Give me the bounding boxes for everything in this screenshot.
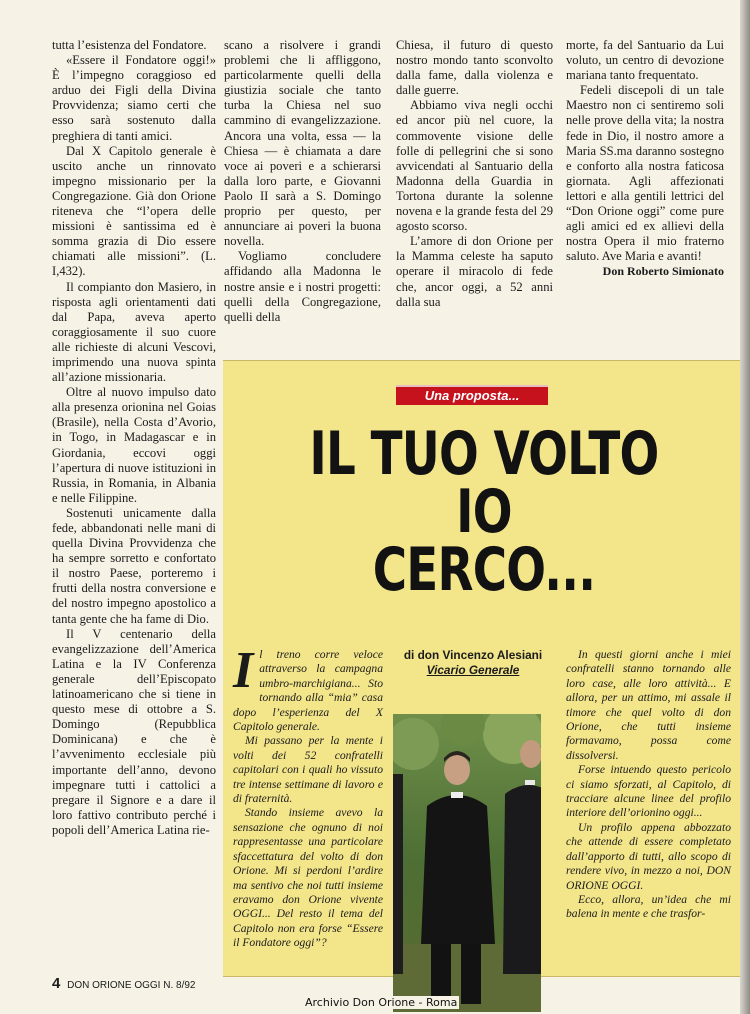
paragraph: Forse intuendo questo pericolo ci siamo sforzati, al Capitolo, di tracciare alcune linee del profilo interiore dell’orionino oggi...: [566, 763, 731, 820]
magazine-issue: DON ORIONE OGGI N. 8/92: [67, 980, 196, 991]
paragraph: scano a risolvere i grandi problemi che li affliggono, particolarmente quelli della giustizia sociale che tanto turba la Chiesa nel suo cammino di evangelizzazione. Ancora una volta, essa — la Chiesa — è chiamata a dare voce ai poveri e a schierarsi dalla loro parte, e Giovanni Paolo II sarà a S. Domingo proprio per questo, per annunciare ai poveri la buona novella.: [224, 38, 381, 249]
author-signature: Don Roberto Simionato: [602, 264, 724, 279]
paragraph: morte, fa del Santuario da Lui voluto, un centro di devozione mariana tanto frequentato.: [566, 38, 724, 83]
photo-illustration: [393, 714, 541, 1012]
paragraph: Abbiamo viva negli occhi ed ancor più nel cuore, la commovente visione delle folle di pellegrini che si sono avvicendati al Santuario della Madonna della Guardia in Tortona durante la solenne novena e la grande festa del 29 agosto scorso.: [396, 98, 553, 234]
paragraph: Mi passano per la mente i volti dei 52 confratelli capitolari con i quali ho vissuto tre intense settimane di lavoro e di fraternità.: [233, 734, 383, 806]
paragraph: In questi giorni anche i miei confratelli stanno tornando alle loro case, alle loro attività... E allora, per un attimo, mi assale il timore che quel volto di don Orione, che tutti insieme formavamo, possa come dissolversi.: [566, 648, 731, 762]
paragraph: Sostenuti unicamente dalla fede, abbandonati nelle mani di quella Divina Provvidenza che ha sempre sorretto e confortato il nostro Paese, porteremo i frutti della nostra conversione e del nostro impegno apostolico a tanta gente che ha fame di Dio.: [52, 505, 216, 626]
paragraph: Fedeli discepoli di un tale Maestro non ci sentiremo soli nelle prove della vita; la nostra fede in Dio, il nostro amore a Maria SS.ma daranno sostegno e conforto alla nostra faticosa giornata. Agli affezionati lettori e alla gentili lettrici del “Don Orione oggi” come pure agli amici ed ex allievi della nostra Opera il mio fraterno saluto. Ave Maria e avanti!: [566, 83, 724, 264]
paragraph: Vogliamo concludere affidando alla Madonna le nostre ansie e i nostri progetti: quelli della Congregazione, quelli della: [224, 249, 381, 324]
paragraph: «Essere il Fondatore oggi!» È l’impegno coraggioso ed arduo dei Figli della Divina Provvidenza; siamo certi che esso sarà sostenuto dalla preghiera di tanti amici.: [52, 53, 216, 143]
paragraph: Chiesa, il futuro di questo nostro mondo tanto sconvolto dalla fame, dalla violenza e dalle guerre.: [396, 38, 553, 98]
paragraph: Il compianto don Masiero, in risposta agli orientamenti dati dal Papa, aveva aperto coraggiosamente il suo cuore alle richieste di alcuni Vescovi, imprimendo una nuova spinta all’azione missionaria.: [52, 279, 216, 385]
article-column-1: [52, 38, 216, 953]
feature-column-left: [233, 642, 383, 951]
article-column-2: [224, 38, 381, 328]
kicker-label: Una proposta...: [396, 385, 548, 405]
paragraph: Oltre al nuovo impulso dato alla presenza orionina nel Goias (Brasile), nella Costa d’Avorio, in Togo, in Madagascar e in Giordania, eccovi oggi l’apertura di nuove istituzioni in Russia, in Romania, in Albania e nelle Filippine.: [52, 385, 216, 505]
title-line: IO: [456, 477, 512, 547]
drop-cap: I: [233, 642, 254, 699]
paragraph: Il V centenario della evangelizzazione dell’America Latina e la IV Conferenza generale dell’Episcopato latinoamericano che si tiene in questo mese di ottobre a S. Domingo (Repubblica Dominicana) e che è l’avvenimento ecclesiale più importante dell’anno, devono impegnare tutti i cattolici a pregare il Signore e a dare il loro fattivo contributo perché i popoli dell’America Latina rie-: [52, 626, 216, 837]
author-name: di don Vincenzo Alesiani: [403, 648, 543, 662]
article-column-3: [396, 38, 553, 328]
paragraph: l treno corre veloce attraverso la campagna umbro-marchigiana... Sto tornando alla “mia” casa dopo l’esperienza del X Capitolo generale.: [233, 648, 383, 734]
author-role: Vicario Generale: [426, 663, 520, 677]
page-edge-shadow: [740, 0, 750, 1014]
feature-byline: [393, 648, 553, 678]
article-column-4: [566, 38, 724, 328]
title-line: CERCO...: [372, 535, 596, 605]
archive-watermark: Archivio Don Orione - Roma: [305, 996, 458, 1009]
feature-column-right: [566, 648, 731, 922]
photo-priests: [393, 714, 541, 1012]
page-number: 4: [52, 975, 61, 992]
paragraph: L’amore di don Orione per la Mamma celeste ha saputo operare il miracolo di fede che, ancor oggi, a 52 anni dalla sua: [396, 234, 553, 309]
paragraph: tutta l’esistenza del Fondatore.: [52, 38, 207, 52]
paragraph: Stando insieme avevo la sensazione che ognuno di noi rappresentasse una particolare sfaccettatura del volto di don Orione. Mi si perdoni l’ardire ma sentivo che noi tutti insieme eravamo don Orione vivente OGGI... Del resto il tema del Capitolo non era forse “Essere il Fondatore oggi”?: [233, 806, 383, 950]
page-footer: [52, 975, 195, 992]
paragraph: Un profilo appena abbozzato che attende di essere completato dall’apporto di tutti, allo scopo di rendere vivo, in mezzo a noi, DON ORIONE OGGI.: [566, 820, 731, 892]
paragraph: Ecco, allora, un’idea che mi balena in mente e che trasfor-: [566, 892, 731, 921]
feature-title: [225, 419, 743, 605]
paragraph: Dal X Capitolo generale è uscito anche un rinnovato impegno missionario per la Congregazione. Già don Orione riteneva che “l’opera delle missioni è santissima ed è somma grazia di Dio essere chiamati alle missioni”. (L. I,432).: [52, 143, 216, 279]
title-line: IL TUO VOLTO: [309, 419, 659, 489]
